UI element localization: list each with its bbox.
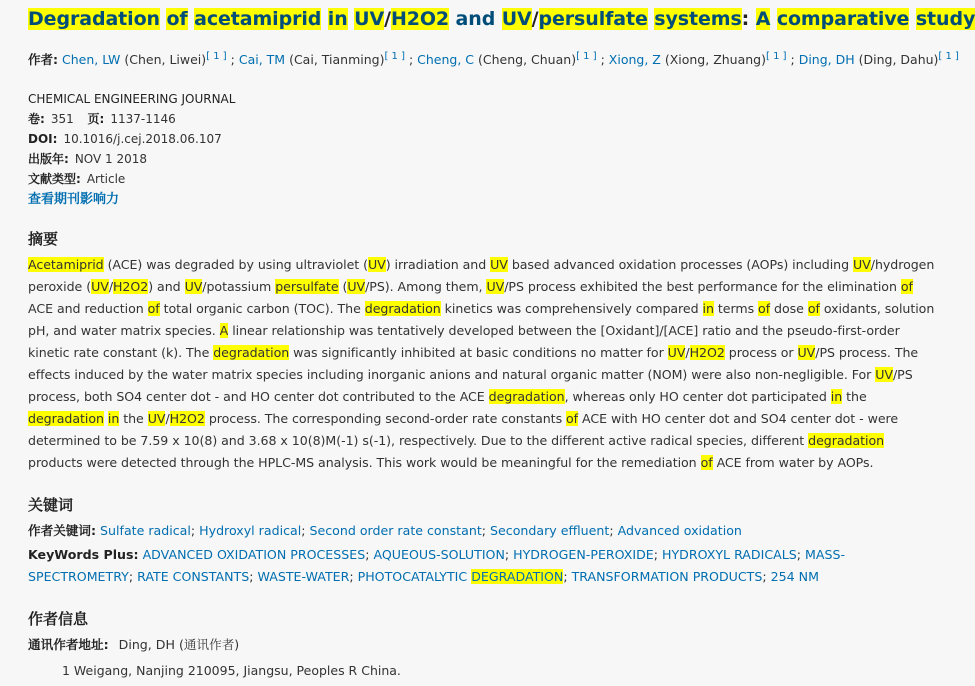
keywords-plus-link[interactable]: MASS-SPECTROMETRY (28, 547, 846, 585)
authors-label: 作者: (28, 52, 58, 68)
author-address: 1 Weigang, Nanjing 210095, Jiangsu, Peoples R China. (62, 663, 401, 679)
pages-label: 页: (87, 112, 105, 127)
title-separator: / (384, 8, 391, 30)
keywords-plus-link[interactable]: PHOTOCATALYTIC DEGRADATION (357, 569, 564, 585)
journal-name: CHEMICAL ENGINEERING JOURNAL (28, 92, 236, 107)
title-word-highlight: Degradation (28, 8, 160, 30)
author-fullname: (Xiong, Zhuang) (664, 52, 766, 68)
title-separator: / (531, 8, 539, 30)
abstract-highlight: degradation (488, 389, 565, 405)
abstract-highlight: UV (797, 345, 816, 361)
title-word-highlight: UV (501, 8, 532, 30)
author-affiliation-ref[interactable]: [ 1 ] (576, 51, 597, 62)
abstract-highlight: of (807, 301, 820, 317)
author-link[interactable]: Ding, DH (798, 52, 855, 68)
volume-value: 351 (50, 112, 74, 127)
doi-value: 10.1016/j.cej.2018.06.107 (63, 132, 222, 147)
abstract-highlight: in (830, 389, 843, 405)
doi-label: DOI: (28, 132, 58, 147)
abstract-highlight: UV (147, 411, 166, 427)
author-link[interactable]: Xiong, Z (608, 52, 661, 68)
abstract-highlight: of (900, 279, 913, 295)
title-word-highlight: in (327, 8, 348, 30)
keywords-plus-link[interactable]: AQUEOUS-SOLUTION (373, 547, 505, 563)
keywords-heading: 关键词 (28, 496, 74, 515)
author-fullname: (Ding, Dahu) (858, 52, 939, 68)
pages-value: 1137-1146 (110, 112, 176, 127)
author-affiliation-ref[interactable]: [ 1 ] (938, 51, 959, 62)
title-word-highlight: persulfate (538, 8, 648, 30)
pubdate-value: NOV 1 2018 (74, 152, 148, 167)
abstract-highlight: UV (367, 257, 386, 273)
title-word-highlight: of (166, 8, 188, 30)
volume-label: 卷: (28, 112, 45, 127)
author-link[interactable]: Cai, TM (238, 52, 286, 68)
author-keyword-link[interactable]: Second order rate constant (309, 523, 482, 539)
abstract-highlight: UV (91, 279, 109, 295)
author-fullname: (Cheng, Chuan) (478, 52, 577, 68)
keywords-plus-link[interactable]: HYDROGEN-PEROXIDE (513, 547, 654, 563)
author-keyword-link[interactable]: Advanced oxidation (617, 523, 742, 539)
abstract-highlight: in (702, 301, 714, 317)
author-info-heading: 作者信息 (28, 610, 89, 629)
keywords-plus-row (28, 544, 935, 588)
keywords-plus-link[interactable]: TRANSFORMATION PRODUCTS (571, 569, 763, 585)
author-affiliation-ref[interactable]: [ 1 ] (384, 51, 405, 62)
author-fullname: (Chen, Liwei) (124, 52, 207, 68)
author-list: Chen, LW (Chen, Liwei)[ 1 ] ; Cai, TM (Cai, Tianming)[ 1 ] ; Cheng, C (Cheng, Chuan)[ 1 ] ; Xiong, Z (Xiong, Zhuang)[ 1 ] ; Ding, DH (Ding, Dahu)[ 1 ] (61, 51, 959, 68)
abstract-highlight: UV (667, 345, 686, 361)
abstract-heading: 摘要 (28, 230, 59, 249)
author-keywords-list: Sulfate radical; Hydroxyl radical; Second order rate constant; Secondary effluent; Advanced oxidation (100, 523, 742, 539)
doctype-label: 文献类型: (28, 172, 81, 187)
author-keywords-row (28, 520, 935, 542)
keywords-plus-link[interactable]: HYDROXYL RADICALS (662, 547, 797, 563)
abstract-highlight: Acetamiprid (28, 257, 104, 273)
author-affiliation-ref[interactable]: [ 1 ] (206, 51, 227, 62)
title-word-highlight: systems (654, 8, 742, 30)
abstract-highlight: H2O2 (169, 411, 205, 427)
abstract-highlight: of (758, 301, 771, 317)
author-affiliation-ref[interactable]: [ 1 ] (766, 51, 787, 62)
author-keyword-link[interactable]: Secondary effluent (490, 523, 610, 539)
corresponding-row (28, 634, 935, 656)
title-word-highlight: A (755, 8, 771, 30)
title-separator: : (741, 8, 750, 30)
abstract-highlight: UV (875, 367, 893, 383)
author-link[interactable]: Cheng, C (417, 52, 475, 68)
title-word-highlight: H2O2 (390, 8, 450, 30)
author-link[interactable]: Chen, LW (61, 52, 121, 68)
abstract-highlight: of (147, 301, 160, 317)
keywords-plus-link[interactable]: WASTE-WATER (257, 569, 350, 585)
abstract-highlight: A (219, 323, 229, 339)
abstract-highlight: UV (853, 257, 871, 273)
abstract-highlight: degradation (213, 345, 290, 361)
abstract-highlight: of (566, 411, 579, 427)
abstract-text: Acetamiprid (ACE) was degraded by using ultraviolet (UV) irradiation and UV based advanced oxidation processes (AOPs) including UV/hydrogen peroxide (UV/H2O2) and UV/potassium persulfate (UV/PS). Among them, UV/PS process exhibited the best performance for the elimination of ACE and reduction of total organic carbon (TOC). The degradation kinetics was comprehensively compared in terms of dose of oxidants, solution pH, and water matrix species. A linear relationship was tentatively developed between the [Oxidant]/[ACE] ratio and the pseudo-first-order kinetic rate constant (k). The degradation was significantly inhibited at basic conditions no matter for UV/H2O2 process or UV/PS process. The effects induced by the water matrix species including inorganic anions and natural organic matter (NOM) were also non-negligible. For UV/PS process, both SO4 center dot - and HO center dot contributed to the ACE degradation, whereas only HO center dot participated in the degradation in the UV/H2O2 process. The corresponding second-order rate constants of ACE with HO center dot and SO4 center dot - were determined to be 7.59 x 10(8) and 3.68 x 10(8)M(-1) s(-1), respectively. Due to the different active radical species, different degradation products were detected through the HPLC-MS analysis. This work would be meaningful for the remediation of ACE from water by AOPs. (28, 257, 935, 471)
abstract-highlight: UV (184, 279, 203, 295)
keywords-plus-list: ADVANCED OXIDATION PROCESSES; AQUEOUS-SOLUTION; HYDROGEN-PEROXIDE; HYDROXYL RADICALS; MASS-SPECTROMETRY; RATE CONSTANTS; WASTE-WATER; PHOTOCATALYTIC DEGRADATION; TRANSFORMATION PRODUCTS; 254 NM (28, 547, 846, 585)
pubdate-label: 出版年: (28, 152, 69, 167)
author-fullname: (Cai, Tianming) (289, 52, 385, 68)
abstract-highlight: in (107, 411, 120, 427)
corresponding-role: (通讯作者) (179, 637, 240, 653)
title-word-highlight: study (915, 8, 975, 30)
corresponding-author: Ding, DH (118, 637, 175, 653)
abstract-highlight: degradation (364, 301, 441, 317)
article-title (28, 0, 975, 32)
abstract-highlight: of (700, 455, 713, 471)
title-word-highlight: comparative (776, 8, 910, 30)
abstract-highlight: degradation (808, 433, 885, 449)
corresponding-label: 通讯作者地址: (28, 637, 109, 653)
doctype-value: Article (86, 172, 126, 187)
author-keyword-link[interactable]: Hydroxyl radical (199, 523, 302, 539)
publication-info (28, 89, 935, 210)
keyword-highlight: DEGRADATION (471, 569, 564, 585)
abstract-highlight: H2O2 (689, 345, 725, 361)
keywords-plus-link[interactable]: 254 NM (770, 569, 819, 585)
abstract-highlight: degradation (28, 411, 104, 427)
title-word: and (455, 8, 496, 30)
author-keyword-link[interactable]: Sulfate radical (100, 523, 191, 539)
authors-line (28, 48, 959, 69)
title-word-highlight: UV (354, 8, 385, 30)
abstract-highlight: UV (486, 279, 505, 295)
author-keywords-label: 作者关键词: (28, 523, 97, 539)
keywords-plus-link[interactable]: RATE CONSTANTS (137, 569, 250, 585)
abstract-highlight: UV (347, 279, 366, 295)
journal-impact-link[interactable]: 查看期刊影响力 (28, 192, 120, 208)
title-word-highlight: acetamiprid (194, 8, 322, 30)
keywords-plus-label: KeyWords Plus: (28, 547, 139, 563)
keywords-plus-link[interactable]: ADVANCED OXIDATION PROCESSES (142, 547, 366, 563)
abstract-highlight: UV (490, 257, 508, 273)
abstract-highlight: persulfate (275, 279, 339, 295)
abstract-highlight: H2O2 (113, 279, 149, 295)
